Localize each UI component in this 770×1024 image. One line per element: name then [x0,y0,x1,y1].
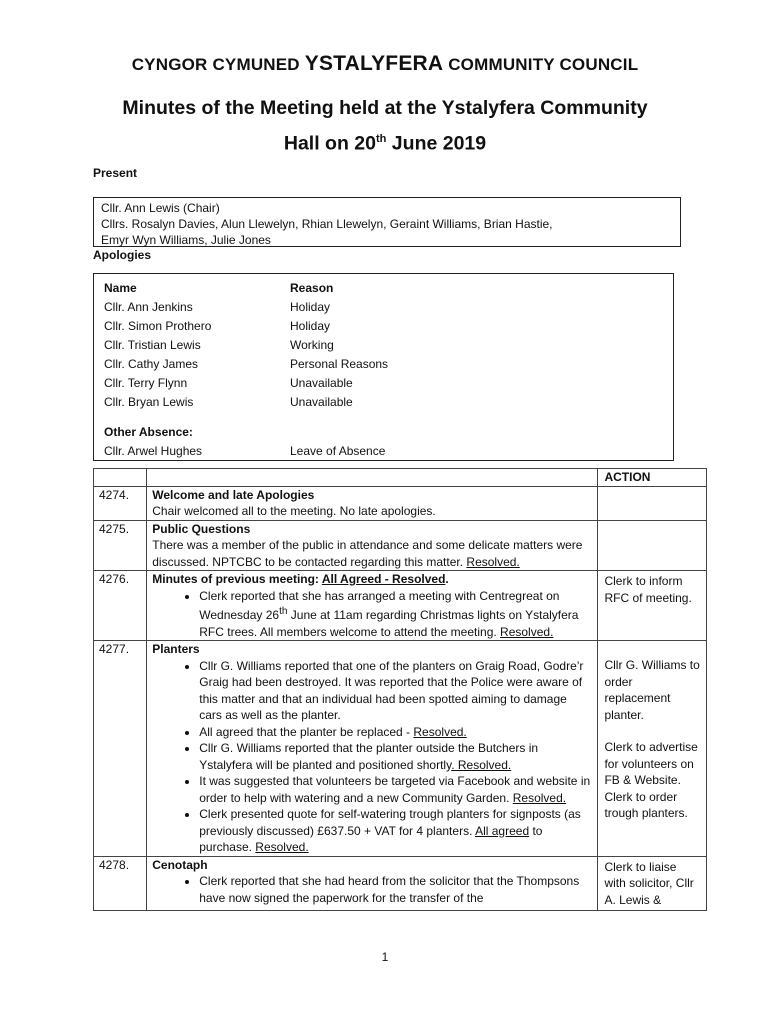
present-label: Present [93,166,138,180]
bullet-item [199,806,592,856]
resolved-text: Resolved. [500,624,554,639]
table-row [94,520,707,571]
table-header-row [94,469,707,487]
council-english: COMMUNITY COUNCIL [448,55,639,74]
title-date-end: June 2019 [386,132,487,155]
bullet-text: All agreed that the planter be replaced - [199,724,414,739]
item-text [152,537,592,570]
action-header: ACTION [598,469,707,487]
item-action [598,486,707,520]
apology-name: Cllr. Terry Flynn [104,376,188,390]
item-content [147,520,598,571]
apology-row [104,393,663,412]
bullet-list [152,588,592,641]
item-title-resolved: All Agreed - Resolved [321,572,446,586]
action-text: Cllr G. Williams to order replacement planter. [604,658,700,722]
council-welsh: CYNGOR CYMUNED [131,55,300,74]
item-number: 4275. [94,520,147,571]
apology-row [104,336,663,355]
item-title: Cenotaph [152,857,208,872]
bullet-text: Clerk reported that she had heard from the solicitor that the Thompsons have now signed the paperwork for the transfer of the [199,874,580,905]
council-place: YSTALYFERA [304,52,444,75]
bullet-list [152,658,592,856]
bullet-item [199,740,592,773]
apology-name: Cllr. Ann Jenkins [104,300,193,314]
action-text: Clerk to advertise for volunteers on FB & Website. Clerk to order trough planters. [604,740,698,820]
apology-reason: Unavailable [290,376,353,390]
item-number: 4276. [94,571,147,641]
item-content [147,486,598,520]
bullet-text: June at 11am regarding Christmas lights on Ystalyfera RFC trees. All members welcome to attend the meeting. [199,608,579,639]
bullet-item [199,724,592,741]
table-row [94,641,707,857]
apologies-label: Apologies [93,248,152,262]
minutes-table [93,468,707,911]
resolved-text: Resolved. [512,790,567,805]
item-title-end: . [445,572,449,586]
resolved-text: Resolved. [466,554,520,569]
bullet-list [152,873,592,906]
present-line: Emyr Wyn Williams, Julie Jones [101,233,271,247]
bullet-text: to purchase. [199,823,543,854]
item-title: Planters [152,642,200,656]
item-number: 4278. [94,856,147,911]
item-number: 4277. [94,641,147,857]
bullet-text: Cllr G. Williams reported that one of the planters on Graig Road, Godre’r Graig had been destroyed. It was reported that the Police were aware of this matter and that an individual had been spotted aiming to damage cars as well as the planter. [199,658,584,722]
council-heading [0,52,770,76]
table-row [94,571,707,641]
item-title: Public Questions [152,521,251,536]
col-name-header: Name [104,281,137,295]
apologies-box [93,273,674,461]
apology-reason: Holiday [290,300,331,314]
resolved-text: Resolved. [413,724,467,739]
bullet-sup: th [279,606,288,617]
bullet-item [199,658,592,724]
bullet-text: Cllr G. Williams reported that the planter outside the Butchers in Ystalyfera will be planted and positioned shortly [199,741,539,772]
other-absence-row [104,442,663,461]
apology-reason: Unavailable [290,395,353,409]
item-content [147,571,598,641]
item-title-text: Minutes of previous meeting: [152,572,322,586]
item-content [147,856,598,911]
apologies-header-row [104,279,663,298]
title-date-sup: th [376,133,387,145]
apology-row [104,317,663,336]
apology-row [104,374,663,393]
bullet-text: Clerk presented quote for self-watering trough planters for signposts (as previously discussed) £637.50 + VAT for 4 planters. [199,807,581,838]
other-absence-reason: Leave of Absence [290,444,386,458]
table-row [94,486,707,520]
col-reason-header: Reason [290,281,334,295]
resolved-text: . Resolved. [451,757,512,772]
item-action: Clerk to inform RFC of meeting. [598,571,707,641]
apology-row [104,355,663,374]
item-action: Clerk to liaise with solicitor, Cllr A. Lewis & [598,856,707,911]
other-absence-label: Other Absence: [104,425,193,439]
item-action [598,641,707,857]
present-box [93,197,681,247]
minutes-title [60,93,710,160]
item-number: 4274. [94,486,147,520]
apology-name: Cllr. Simon Prothero [104,319,212,333]
item-action [598,520,707,571]
present-line: Cllrs. Rosalyn Davies, Alun Llewelyn, Rhian Llewelyn, Geraint Williams, Brian Hastie, [101,217,553,231]
resolved-text: Resolved. [255,840,309,854]
bullet-text: It was suggested that volunteers be targeted via Facebook and website in order to help with watering and a new Community Garden. [199,774,591,805]
other-absence-name: Cllr. Arwel Hughes [104,444,203,458]
apology-reason: Holiday [290,319,331,333]
apology-reason: Personal Reasons [290,357,389,371]
minutes-title-line1: Minutes of the Meeting held at the Ystalyfera Community [122,97,648,119]
item-content [147,641,598,857]
title-date: Hall on 20 [283,132,376,155]
bullet-text: Clerk reported that she has arranged a meeting with Centregreat on Wednesday 26 [199,588,560,622]
header-empty-cell [147,469,598,487]
apology-name: Cllr. Bryan Lewis [104,395,194,409]
bullet-item [199,873,592,906]
apology-reason: Working [290,338,334,352]
apology-name: Cllr. Tristian Lewis [104,338,201,352]
item-title: Welcome and late Apologies [152,487,315,502]
item-title [152,571,592,588]
table-row [94,856,707,911]
item-text: Chair welcomed all to the meeting. No late apologies. [152,504,436,518]
bullet-item [199,773,592,806]
header-empty-cell [94,469,147,487]
all-agreed-text: All agreed [475,823,530,838]
apology-name: Cllr. Cathy James [104,357,199,371]
present-line: Cllr. Ann Lewis (Chair) [101,201,220,215]
minutes-title-line2 [60,124,710,160]
apology-row [104,298,663,317]
bullet-item [199,588,592,641]
page-number: 1 [381,950,389,964]
item-text-body: There was a member of the public in attendance and some delicate matters were discussed. NPTCBC to be contacted regarding this matter. [152,538,583,569]
